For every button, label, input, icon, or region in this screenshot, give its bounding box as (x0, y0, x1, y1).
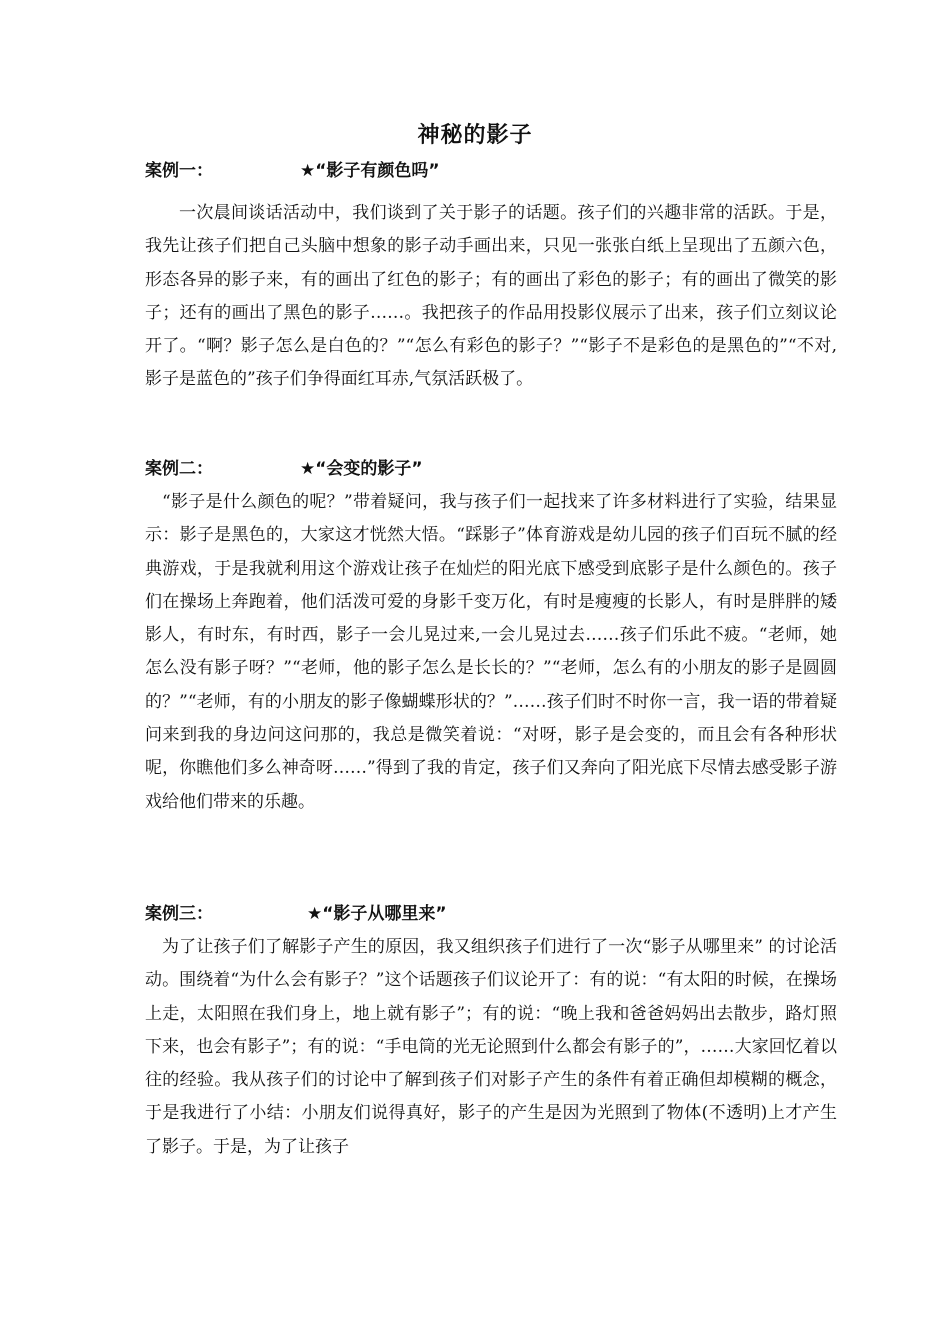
section-subtitle: ★“会变的影子” (300, 459, 423, 479)
section-label: 案例一： (145, 161, 213, 181)
section-heading-1 (145, 158, 805, 184)
section-subtitle: ★“影子从哪里来” (307, 904, 447, 924)
section-paragraph-3: 为了让孩子们了解影子产生的原因，我又组织孩子们进行了一次“影子从哪里来” 的讨论活动。围绕着“为什么会有影子？”这个话题孩子们议论开了：有的说：“有太阳的时候，在操场上走，太阳照在我们身上，地上就有影子”；有的说：“晚上我和爸爸妈妈出去散步，路灯照下来，也会有影子”；有的说：“手电筒的光无论照到什么都会有影子的”，……大家回忆着以往的经验。我从孩子们的讨论中了解到孩子们对影子产生的条件有着正确但却模糊的概念，于是我进行了小结：小朋友们说得真好，影子的产生是因为光照到了物体(不透明)上才产生了影子。于是，为了让孩子 (145, 937, 837, 1157)
section-heading-2 (145, 456, 805, 482)
section-paragraph-1: 一次晨间谈话活动中，我们谈到了关于影子的话题。孩子们的兴趣非常的活跃。于是，我先让孩子们把自己头脑中想象的影子动手画出来，只见一张张白纸上呈现出了五颜六色，形态各异的影子来，有的画出了红色的影子；有的画出了彩色的影子；有的画出了微笑的影子；还有的画出了黑色的影子……。我把孩子的作品用投影仪展示了出来，孩子们立刻议论开了。“啊？影子怎么是白色的？”“怎么有彩色的影子？”“影子不是彩色的是黑色的”“不对,影子是蓝色的”孩子们争得面红耳赤,气氛活跃极了。 (145, 203, 837, 390)
section-subtitle: ★“影子有颜色吗” (300, 161, 440, 181)
section-label: 案例三： (145, 904, 213, 924)
section-paragraph-2: “影子是什么颜色的呢？”带着疑问，我与孩子们一起找来了许多材料进行了实验，结果显示：影子是黑色的，大家这才恍然大悟。“踩影子”体育游戏是幼儿园的孩子们百玩不腻的经典游戏，于是我就利用这个游戏让孩子在灿烂的阳光底下感受到底影子是什么颜色的。孩子们在操场上奔跑着，他们活泼可爱的身影千变万化，有时是瘦瘦的长影人，有时是胖胖的矮影人，有时东，有时西，影子一会儿晃过来,一会儿晃过去……孩子们乐此不疲。“老师，她怎么没有影子呀？”“老师，他的影子怎么是长长的？”“老师，怎么有的小朋友的影子是圆圆的？”“老师，有的小朋友的影子像蝴蝶形状的？”……孩子们时不时你一言，我一语的带着疑问来到我的身边问这问那的，我总是微笑着说：“对呀，影子是会变的，而且会有各种形状呢，你瞧他们多么神奇呀……”得到了我的肯定，孩子们又奔向了阳光底下尽情去感受影子游戏给他们带来的乐趣。 (145, 492, 837, 812)
document-title: 神秘的影子 (417, 123, 533, 148)
section-heading-3 (145, 901, 805, 927)
section-label: 案例二： (145, 459, 213, 479)
